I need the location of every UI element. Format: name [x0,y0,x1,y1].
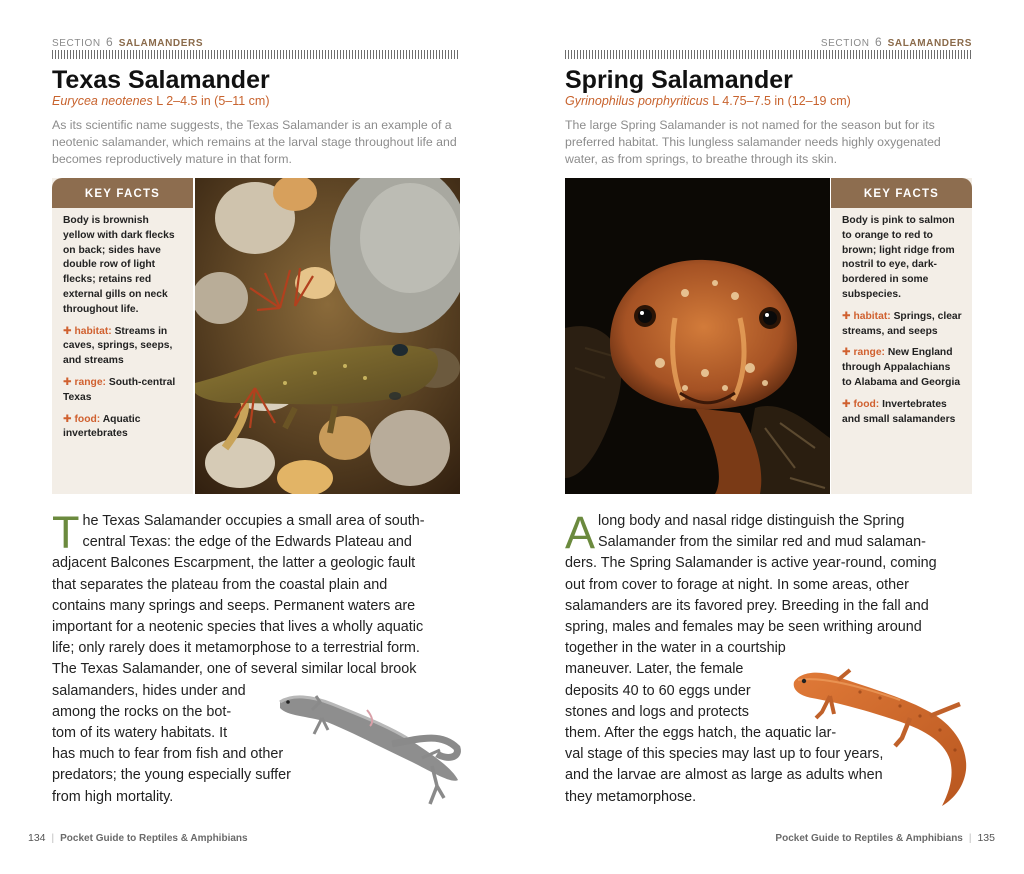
body-line: Salamander from the similar red and mud salaman- [598,534,926,551]
drop-cap: T [52,507,80,558]
plus-icon: ✚ [842,347,854,359]
intro-paragraph: As its scientific name suggests, the Texas Salamander is an example of a neotenic salamander, which remains at the larval stage throughout life and becomes reproductively mature in that form. [52,118,457,166]
page-footer [28,832,248,844]
body-line: life; only rarely does it metamorphose to a terrestrial form. [52,640,420,657]
body-line: that separates the plateau from the coastal plain and [52,576,388,593]
body-line: salamanders, hides under and [52,682,246,699]
food-value: Aquatic invertebrates [63,413,141,440]
intro-paragraph: The large Spring Salamander is not named for the season but for its preferred habitat. This lungless salamander needs highly oxygenated water, as from springs, to breathe through its skin. [565,118,941,166]
texas-salamander-photo [195,178,460,494]
plus-icon: ✚ [63,325,75,337]
species-figure [565,178,972,494]
key-fact-range [63,376,183,406]
body-line: contains many springs and seeps. Permanent waters are [52,597,416,614]
section-number: 6 [106,35,114,49]
body-line: and the larvae are almost as large as adults when [565,767,883,784]
body-line: tom of its watery habitats. It [52,725,228,742]
scientific-name: Eurycea neotenes [52,94,153,108]
section-header [52,35,203,49]
key-facts-panel [831,178,972,494]
texas-salamander-illustration [272,688,462,813]
size-range: L 2–4.5 in (5–11 cm) [156,94,270,108]
key-facts-description: Body is pink to salmon to orange to red to brown; light ridge from nostril to eye, dark-bordered in some subspecies. [842,215,955,300]
habitat-label: habitat: [74,325,112,337]
plus-icon: ✚ [842,310,854,322]
range-value: South-central Texas [63,376,176,403]
key-facts-heading: KEY FACTS [831,178,972,208]
food-label: food: [74,413,101,425]
body-line: together in the water in a courtship [565,640,786,657]
body-line: among the rocks on the bot- [52,703,232,720]
left-page [28,0,460,874]
scientific-name-line [52,94,270,108]
key-facts-panel [52,178,193,494]
body-line: deposits 40 to 60 eggs under [565,682,751,699]
habitat-value: Springs, clear streams, and seeps [842,310,962,337]
spring-salamander-illustration [790,668,975,810]
scientific-name-line [565,94,851,108]
page-number: 134 [28,832,46,844]
body-line: important for a neotenic species that lives a wholly aquatic [52,619,424,636]
range-value: New England through Appalachians to Alabama and Georgia [842,347,961,388]
key-fact-food [842,398,962,428]
body-line: stones and logs and protects [565,703,750,720]
body-line: from high mortality. [52,788,174,805]
section-name: SALAMANDERS [887,38,972,49]
range-label: range: [853,347,885,359]
section-label: SECTION [52,38,101,49]
book-title: Pocket Guide to Reptiles & Amphibians [60,833,248,844]
plus-icon: ✚ [63,376,75,388]
key-fact-food [63,413,183,443]
body-line: maneuver. Later, the female [565,661,744,678]
scientific-name: Gyrinophilus porphyriticus [565,94,709,108]
size-range: L 4.75–7.5 in (12–19 cm) [712,94,851,108]
species-title: Spring Salamander [565,66,793,94]
drop-cap: A [565,507,596,558]
food-value: Invertebrates and small salamanders [842,398,956,425]
body-line: predators; the young especially suffer [52,767,291,784]
section-header [821,35,972,49]
key-facts-heading: KEY FACTS [52,178,193,208]
body-line: long body and nasal ridge distinguish the Spring [598,513,905,529]
right-page [565,0,995,874]
species-title: Texas Salamander [52,66,270,94]
habitat-value: Streams in caves, springs, seeps, and streams [63,325,173,367]
page-footer [775,832,995,844]
section-name: SALAMANDERS [118,38,204,49]
plus-icon: ✚ [842,398,854,410]
section-label: SECTION [820,38,870,49]
body-line: ders. The Spring Salamander is active year-round, coming [565,555,937,572]
body-line: they metamorphose. [565,788,697,805]
header-rule [565,50,972,59]
header-rule [52,50,460,59]
page-number: 135 [977,832,995,844]
body-line: spring, males and females may be seen writhing around [565,619,922,636]
food-label: food: [853,398,880,410]
book-title: Pocket Guide to Reptiles & Amphibians [775,833,963,844]
body-line: has much to fear from fish and other [52,746,284,763]
body-line: salamanders are its favored prey. Breeding in the fall and [565,597,929,614]
key-fact-range [842,346,962,390]
range-label: range: [74,376,106,388]
section-number: 6 [874,35,883,49]
body-line: val stage of this species may last up to four years, [565,746,884,763]
species-figure [52,178,460,494]
plus-icon: ✚ [63,413,75,425]
habitat-label: habitat: [853,310,891,322]
body-line: he Texas Salamander occupies a small area of south- [82,513,425,529]
body-line: central Texas: the edge of the Edwards Plateau and [82,534,412,551]
body-line: The Texas Salamander, one of several similar local brook [52,661,417,678]
body-line: adjacent Balcones Escarpment, the latter a geologic fault [52,555,416,572]
footer-separator: | [968,833,972,844]
key-fact-habitat [842,310,962,340]
body-line: them. After the eggs hatch, the aquatic lar- [565,725,837,742]
footer-separator: | [51,833,55,844]
key-fact-habitat [63,325,183,369]
key-facts-description: Body is brownish yellow with dark flecks on back; sides have double row of light flecks; retains red external gills on neck throughout life. [63,215,175,315]
body-line: out from cover to forage at night. In some areas, other [565,576,909,593]
spring-salamander-photo [565,178,830,494]
